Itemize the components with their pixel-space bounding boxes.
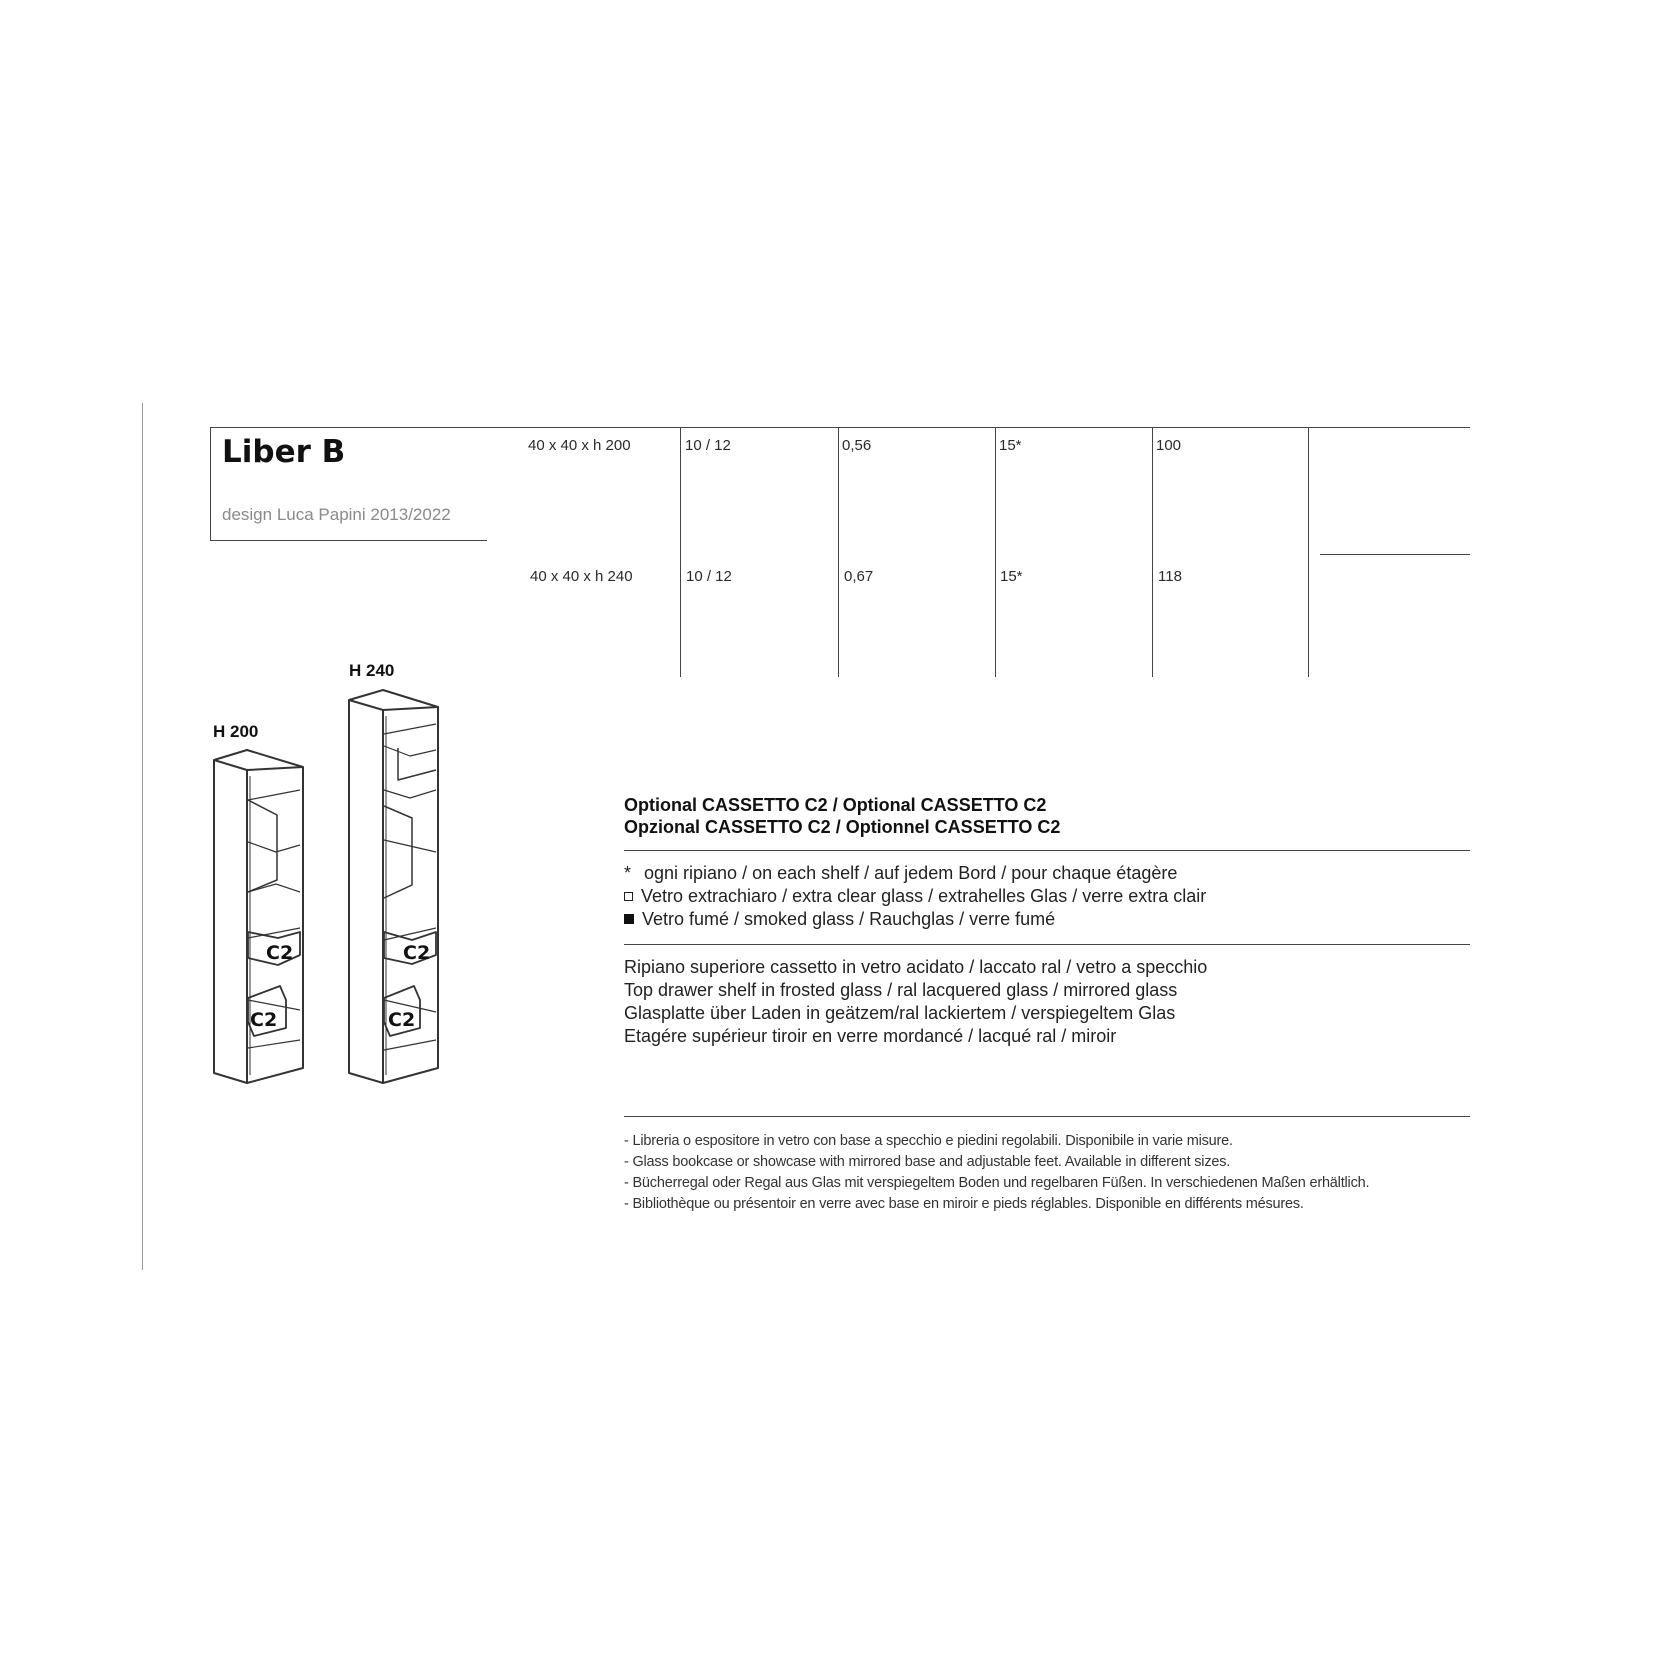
top-shelf-line-2: Top drawer shelf in frosted glass / ral lacquered glass / mirrored glass [624, 980, 1178, 1000]
section-rule-1 [624, 850, 1470, 851]
table-row-1-col2: 0,56 [842, 437, 872, 454]
table-row-2-col3: 15* [1000, 568, 1023, 585]
table-row-2-col2: 0,67 [844, 568, 874, 585]
product-designer: design Luca Papini 2013/2022 [222, 505, 451, 524]
drawer-label-h200-lower: C2 [250, 1009, 278, 1031]
filled-square-icon [624, 914, 634, 924]
table-row-2-col4: 118 [1158, 568, 1182, 585]
open-square-icon [624, 892, 633, 901]
top-shelf-line-1: Ripiano superiore cassetto in vetro acidato / laccato ral / vetro a specchio [624, 957, 1208, 977]
section-rule-3 [624, 1116, 1470, 1117]
description-line-fr: - Bibliothèque ou présentoir en verre avec base en miroir e pieds réglables. Disponible en différents mésures. [624, 1196, 1304, 1212]
legend-clear-glass-text: Vetro extrachiaro / extra clear glass / extrahelles Glas / verre extra clair [641, 886, 1207, 906]
table-row-1-col4: 100 [1156, 437, 1182, 454]
table-row-2-col1: 10 / 12 [686, 568, 732, 585]
description-line-it: - Libreria o espositore in vetro con base a specchio e piedini regolabili. Disponibile in varie misure. [624, 1133, 1233, 1149]
drawer-label-h240-lower: C2 [388, 1009, 416, 1031]
table-row-1-col3: 15* [999, 437, 1022, 454]
table-row-2-dims: 40 x 40 x h 240 [530, 568, 633, 585]
top-shelf-line-3: Glasplatte über Laden in geätzem/ral lackiertem / verspiegeltem Glas [624, 1003, 1176, 1023]
h200-label: H 200 [213, 722, 259, 741]
product-title: Liber B [222, 434, 346, 470]
drawer-label-h200-upper: C2 [266, 942, 294, 964]
legend-asterisk [624, 862, 1177, 885]
description-line-de: - Bücherregal oder Regal aus Glas mit verspiegeltem Boden und regelbaren Füßen. In verschiedenen Maßen erhältlich. [624, 1175, 1370, 1191]
drawer-label-h240-upper: C2 [403, 942, 431, 964]
legend-smoked-glass [624, 908, 1055, 931]
legend-asterisk-text: ogni ripiano / on each shelf / auf jedem Bord / pour chaque étagère [644, 863, 1178, 883]
h240-label: H 240 [349, 661, 395, 680]
optional-drawer-line-1: Optional CASSETTO C2 / Optional CASSETTO C2 [624, 795, 1047, 815]
table-row-1-dims: 40 x 40 x h 200 [528, 437, 631, 454]
section-rule-2 [624, 944, 1470, 945]
optional-drawer-line-2: Opzional CASSETTO C2 / Optionnel CASSETTO C2 [624, 817, 1061, 837]
bookcase-h200-drawing [214, 750, 303, 1083]
description-line-en: - Glass bookcase or showcase with mirrored base and adjustable feet. Available in different sizes. [624, 1154, 1231, 1170]
top-shelf-line-4: Etagére supérieur tiroir en verre mordancé / lacqué ral / miroir [624, 1026, 1117, 1046]
asterisk-symbol: * [624, 863, 632, 883]
table-row-1-col1: 10 / 12 [685, 437, 731, 454]
legend-smoked-glass-text: Vetro fumé / smoked glass / Rauchglas / verre fumé [642, 909, 1056, 929]
legend-clear-glass [624, 885, 1206, 908]
